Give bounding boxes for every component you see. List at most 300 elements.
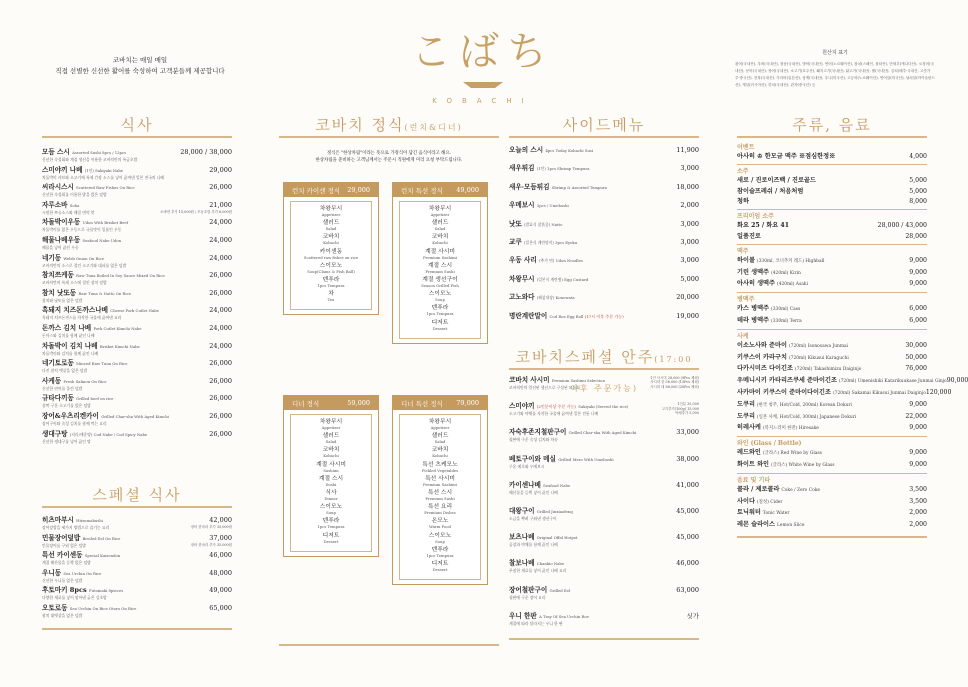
menu-item-english: Sukiyaki (Served the rice)	[578, 404, 629, 410]
course-item-english: Salad	[434, 439, 446, 445]
menu-item-price: 24,000	[209, 253, 232, 262]
menu-item-english: (추가 면) Udon Noodles	[539, 258, 583, 264]
course-item-english: Season Grilled Fish	[421, 282, 459, 288]
menu-item	[509, 402, 699, 428]
course-item-name: 디저트	[431, 560, 449, 567]
course-item	[400, 518, 480, 530]
drink-name-wrap	[737, 485, 820, 497]
menu-item-price-note: 사시미 대 88,000 (30Pcs 제외)	[650, 384, 699, 389]
course-item-name: 샐러드	[431, 433, 449, 440]
special-meal-list	[42, 516, 232, 622]
drink-price: 50,000	[905, 353, 927, 361]
course-item	[400, 206, 480, 218]
menu-item	[42, 306, 232, 324]
menu-item-english: Grilled Eel	[549, 587, 571, 593]
menu-item-desc: 신선한 숙성회와 계절 생선을 이용한 코바치만의 특급초밥	[42, 157, 138, 162]
divider	[737, 473, 927, 474]
drink-english: (330ml) Cass	[771, 307, 801, 313]
origin-title: 원산지 표기	[822, 50, 848, 56]
menu-item-name: 명란계란말이 Cod Roe Egg Roll (17시 이후 주문 가능)	[509, 311, 624, 320]
course-item-name: 계절 사시미	[425, 248, 455, 255]
drink-row	[737, 176, 927, 187]
drink-name: 청하	[737, 198, 749, 206]
drink-price: 6,000	[909, 305, 927, 313]
menu-item-row	[42, 218, 232, 232]
drink-price: 28,000	[905, 232, 927, 240]
menu-item-left	[509, 376, 605, 390]
menu-item	[42, 342, 232, 360]
course-item	[400, 263, 480, 275]
menu-item-right	[191, 534, 232, 547]
menu-item-desc: 신선한 생대구를 넣어 끓인 탕	[42, 438, 91, 444]
drink-name-wrap	[737, 316, 802, 328]
menu-item-row	[42, 377, 232, 391]
menu-item-row	[42, 604, 232, 618]
menu-item-english: Seafood Nabe Udon	[82, 237, 122, 243]
menu-item-name: 흑돼지 치즈돈까스나베 Cheese Pork Cutlet Nabe	[42, 306, 159, 315]
menu-item-desc: 흑돼지 치즈돈까스를 자작한 국물에 끓여낸 요리	[42, 315, 122, 321]
course-item	[400, 234, 480, 246]
course-item-english: Sashimi	[323, 467, 339, 473]
menu-item-row	[42, 551, 232, 565]
drink-name-wrap	[737, 508, 789, 520]
menu-item-price: 33,000	[676, 428, 699, 437]
drink-row	[737, 388, 952, 400]
menu-item	[42, 569, 232, 587]
menu-item	[42, 430, 232, 448]
menu-item-left	[42, 604, 136, 618]
menu-item-right	[676, 559, 699, 568]
menu-item-english: Futomaki 8pieces	[89, 588, 124, 594]
menu-item-tag: (2인분이상 주문 가능)	[536, 404, 576, 410]
drinks-list	[737, 144, 968, 532]
menu-item	[509, 559, 699, 585]
drink-price: 6,000	[909, 316, 927, 324]
course-item	[400, 249, 480, 261]
menu-item-row	[42, 586, 232, 600]
drink-english: (글라스) Red Wine by Glass	[762, 451, 822, 457]
drink-name: 이소노사와 준마이	[737, 341, 787, 349]
menu-item-row	[509, 275, 699, 284]
course-frame	[290, 414, 372, 552]
course-item-english: Tea	[327, 297, 335, 303]
course-item-name: 덴푸라	[322, 276, 340, 283]
course-item-english: Dessert	[323, 538, 339, 544]
course-box-lunch-special	[392, 182, 488, 344]
course-item-name: 특선 사시미	[425, 475, 455, 482]
course-item-english: Appetizer	[321, 212, 341, 217]
course-item-name: 코바치	[431, 234, 449, 241]
divider	[737, 209, 927, 210]
menu-item-price: 26,000	[209, 411, 232, 420]
menu-item-price: 5,000	[680, 274, 699, 283]
drink-name: 히레사케	[737, 424, 761, 432]
menu-item-english: Sea Urchin On Rice Otoro On Rice	[69, 605, 137, 611]
divider	[509, 638, 699, 640]
menu-item	[509, 220, 699, 238]
menu-item-english: Grilled Jinxiaofeng	[536, 508, 573, 514]
drink-row	[737, 279, 927, 291]
drink-name: 기린 생맥주	[737, 268, 770, 276]
drink-row	[737, 485, 927, 497]
drink-price: 90,000	[946, 377, 968, 385]
course-box-dinner-special	[392, 395, 488, 585]
menu-item-price: 26,000	[209, 288, 232, 297]
drink-name-wrap	[737, 400, 852, 412]
menu-item-left	[42, 306, 159, 320]
course-item	[400, 291, 480, 303]
menu-item-price: 29,000	[209, 165, 232, 174]
menu-item-name: 참치쯔케동 Raw Tuna Boiled In Soy Sauce Mixed On Rice	[42, 271, 165, 280]
menu-item-name: 스미야끼 (2인분이상 주문 가능) Sukiyaki (Served the rice)	[509, 402, 629, 411]
menu-item-right	[209, 569, 232, 578]
menu-item	[42, 201, 232, 219]
course-price: 59,000	[347, 399, 370, 407]
menu-item-right	[680, 220, 699, 229]
menu-item-right	[191, 516, 232, 529]
menu-item	[42, 516, 232, 534]
course-item-english: Appetizer	[430, 212, 450, 217]
side-section	[509, 112, 699, 330]
course-item-english: Soup(Clams & Fish Ball)	[307, 268, 355, 274]
menu-item-left	[42, 148, 137, 162]
course-price: 29,000	[347, 186, 370, 194]
drink-english: (720ml) Isonosawa Junmai	[788, 343, 849, 349]
course-item-name: 계절 스시	[427, 262, 453, 269]
course-title-sub: (런치&디너)	[404, 123, 463, 132]
drink-name-wrap	[737, 152, 835, 163]
menu-item-row	[509, 312, 699, 321]
special-dish-list	[509, 376, 699, 638]
menu-item-english: Scattered Raw Fishes On Rice	[76, 185, 135, 191]
course-item-name: 덴푸라	[431, 305, 449, 312]
menu-item-right	[209, 586, 232, 595]
menu-item-row	[509, 481, 699, 495]
drink-row	[737, 353, 927, 365]
special-dish-title-sub: (17:00 이후 주문가능)	[569, 355, 693, 393]
drink-price: 5,000	[909, 176, 927, 184]
menu-item-price: 3,000	[680, 164, 699, 173]
menu-item-english: (일본식 계란말이) 3pcs Eyoku	[524, 239, 578, 245]
course-price: 49,000	[456, 186, 479, 194]
menu-item-name: 새우·모듬튀김 Shrimp & Assorted Tempura	[509, 182, 607, 191]
course-item	[291, 433, 371, 445]
menu-item-desc: 해물을 넣어 끓인 우동	[42, 244, 79, 250]
drink-english: (칠성) Cider	[756, 499, 783, 505]
menu-item	[42, 254, 232, 272]
menu-item-name: 후토마키 8pcs Futomaki 8pieces	[42, 586, 124, 595]
menu-item-english: Grilled beef on rice	[76, 396, 114, 402]
menu-item-right	[676, 481, 699, 490]
course-item-english: 1pcs Tempura	[426, 552, 454, 558]
course-item	[291, 291, 371, 303]
menu-item-right	[680, 164, 699, 173]
course-item	[291, 206, 371, 218]
menu-item	[509, 312, 699, 330]
menu-item-price-note: 1인분 35,000	[677, 402, 699, 407]
menu-item-english: (발효식 찰흙콩) Natto	[524, 221, 563, 227]
drink-price: 3,500	[909, 485, 927, 493]
menu-item-right	[209, 551, 232, 560]
drink-name: 우메니시키 카타리즈쿠세 준마이긴조	[737, 377, 837, 385]
menu-item-right	[209, 377, 232, 386]
menu-item-desc: 다양한 재료를 넣어 말아낸 굵은 김초밥	[42, 595, 107, 601]
menu-item-name: 사케동 Fresh Salmon On Rice	[42, 376, 107, 385]
drink-english: (복지느러미 한잔) Hiresake	[762, 426, 819, 432]
drink-name-wrap	[737, 221, 789, 232]
drink-price: 9,000	[909, 424, 927, 432]
menu-item-left	[509, 164, 590, 173]
menu-item-left	[42, 236, 121, 250]
menu-item-price: 18,000	[676, 182, 699, 191]
menu-item-name: 규타다끼동 Grilled beef on rice	[42, 394, 114, 403]
menu-item-english: Original Offal Hotpot	[536, 535, 578, 541]
menu-item-english: Cheese Pork Cutlet Nabe	[110, 308, 159, 314]
course-item	[400, 447, 480, 459]
course-item-english: Salad	[325, 439, 337, 445]
menu-item-desc: 다진 참치 뱃살을 얹은 덮밥	[42, 368, 88, 374]
menu-item-desc: 코바치만의 소스로 절인 소고기와 대파를 얹은 덮밥	[42, 262, 127, 268]
menu-item-english: Grilled Char-sha With Aged Kimchi	[568, 430, 637, 436]
menu-item-desc: 참치와 낫또를 얹은 덮밥	[42, 297, 83, 303]
menu-item-left	[509, 507, 573, 521]
course-header	[393, 396, 487, 410]
menu-item-name: 보츠나베 Original Offal Hotpot	[509, 533, 578, 542]
course-header	[393, 183, 487, 197]
menu-item-row	[509, 507, 699, 521]
menu-item-row	[42, 254, 232, 268]
menu-item-price: 46,000	[676, 559, 699, 568]
menu-item-english: Premium Sashimi Selection	[551, 378, 605, 383]
menu-item-price: 26,000	[209, 429, 232, 438]
drink-english: (720ml) Umenishiki Katarikuukase Junmai Ginjo	[838, 379, 947, 385]
menu-item-price: 26,000	[209, 271, 232, 280]
menu-item-name: 생대구탕 (지리/매운탕) Cod Nabe / Cod Spicy Nabe	[42, 429, 148, 438]
menu-item-price: 24,000	[209, 323, 232, 332]
menu-item-left	[42, 569, 101, 583]
menu-item-row	[42, 342, 232, 356]
drink-name: 사카마이 키쿠스이 준마이다이긴조	[737, 388, 831, 396]
meal-list	[42, 148, 232, 447]
menu-item	[509, 507, 699, 533]
origin-notice	[735, 50, 935, 89]
menu-item-price-note: 야채추가 5,000	[675, 411, 699, 415]
drink-row	[737, 508, 927, 520]
course-item	[291, 447, 371, 459]
menu-item	[42, 166, 232, 184]
course-item-name: 특선 츠케모노	[422, 461, 458, 468]
meal-title: 식사	[42, 112, 232, 138]
drink-price: 9,000	[909, 449, 927, 457]
drink-row	[737, 221, 927, 232]
drink-price: 76,000	[905, 365, 927, 373]
drink-row	[737, 448, 927, 460]
menu-item-price: 45,000	[676, 533, 699, 542]
course-item	[291, 263, 371, 275]
menu-item-name: 장어철판구이 Grilled Eel	[509, 585, 571, 594]
menu-item-english: Special Kaisendon	[84, 553, 121, 559]
menu-item	[509, 533, 699, 559]
drink-name: 키쿠스이 카라구치	[737, 353, 787, 361]
menu-item-price: 63,000	[676, 585, 699, 594]
menu-item-left	[42, 183, 135, 197]
course-item	[400, 462, 480, 474]
menu-item-desc: 구운 메로와 우메보시	[509, 463, 545, 469]
drink-name-wrap	[737, 232, 761, 243]
course-item	[400, 504, 480, 516]
menu-item-row	[42, 359, 232, 373]
drink-name-wrap	[737, 364, 861, 376]
course-item-english: Warm Food	[429, 524, 451, 530]
drink-english: (330ml, 코너추커 레드) Highball	[756, 258, 825, 264]
menu-item-row	[42, 569, 232, 583]
menu-item-desc: 계절 해산물을 듬뿍 얹은 덮밥	[42, 560, 91, 566]
drink-name-wrap	[737, 268, 801, 280]
drink-name: 일품진로	[737, 232, 761, 240]
menu-item-left	[509, 559, 566, 573]
course-title-main: 코바치 정식	[315, 116, 405, 134]
menu-item-desc: 차돌박이를 얹은 우동으로 국물맛이 일품인 우동	[42, 227, 122, 233]
menu-item-name: 차돌박이우동 Udon With Brisket Beef	[42, 218, 129, 227]
menu-item	[42, 289, 232, 307]
menu-item-row	[42, 236, 232, 250]
course-item-english: Dinner	[324, 495, 338, 501]
drink-row	[737, 187, 927, 198]
menu-item-desc: 시원한 쯔유소스와 메밀 면의 맛	[42, 209, 95, 215]
menu-item-right	[209, 604, 232, 613]
menu-item-row	[42, 412, 232, 426]
menu-item	[509, 275, 699, 293]
menu-item-price-note: 장어 한마리 추가 35,000원	[190, 542, 232, 547]
course-item-english: Kobachi	[323, 453, 339, 459]
course-item-name: 특선 요리	[427, 504, 453, 511]
menu-item	[42, 377, 232, 395]
course-item-name: 코바치	[322, 447, 340, 454]
course-frame	[290, 201, 372, 310]
drink-price: 9,000	[909, 268, 927, 276]
drink-english: (720ml) Takashimizu Daiginjo	[794, 367, 862, 373]
menu-item	[509, 256, 699, 274]
drink-price: 9,000	[909, 460, 927, 468]
menu-item-left	[509, 256, 583, 265]
menu-item-name: 우니동 Sea Urchin On Rice	[42, 568, 102, 577]
menu-item-left	[509, 481, 570, 495]
menu-item-price: 26,000	[209, 183, 232, 192]
drink-row	[737, 364, 927, 376]
divider	[737, 536, 927, 538]
course-item	[291, 234, 371, 246]
menu-item-desc: 코바치만의 엄선된 생선으로 구성된 모둠회	[509, 385, 580, 390]
course-item-english: Salad	[325, 226, 337, 232]
course-item	[400, 419, 480, 431]
menu-item-right	[209, 289, 232, 298]
menu-item-english: Grilled Char-sha With Aged Kimchi	[101, 413, 169, 419]
menu-item	[509, 146, 699, 164]
menu-item-price: 45,000	[676, 506, 699, 515]
drink-category: 와인 (Glass / Bottle)	[737, 440, 802, 448]
divider	[737, 329, 927, 330]
course-item-name: 차왕무시	[319, 419, 343, 425]
menu-item-left	[509, 201, 569, 210]
drink-name-wrap	[737, 497, 782, 509]
drink-price: 5,000	[909, 187, 927, 195]
intro-line-1: 코바치는 매일 매일	[112, 56, 168, 64]
menu-item-price: 19,000	[676, 311, 699, 320]
menu-item-price-note: 1인 사시미 28,000 (9Pcs 제외)	[650, 376, 699, 380]
menu-item-name: 돈까스 김치 나베 Pork Cutlet Kimchi Nabe	[42, 323, 142, 332]
course-item	[291, 220, 371, 232]
menu-item-left	[509, 428, 636, 442]
drink-row	[737, 400, 927, 412]
menu-item-price-note: 고기추가(100g) 15,000	[661, 406, 699, 411]
menu-item-left	[42, 201, 95, 215]
menu-item-price: 37,000	[209, 533, 232, 542]
menu-item-desc: 장어구이와 숙성 김치를 함께 먹는 요리	[42, 420, 107, 426]
divider	[737, 164, 927, 165]
menu-item-desc: 신선한 숙성회를 이용한 밥을 얹은 덮밥	[42, 192, 107, 198]
menu-item-row	[509, 164, 699, 173]
course-frame	[399, 414, 481, 580]
side-title: 사이드메뉴	[509, 112, 699, 138]
course-item	[291, 419, 371, 431]
menu-item-left	[42, 289, 131, 303]
menu-item-right	[680, 275, 699, 284]
course-intro	[289, 150, 489, 164]
course-section	[279, 112, 499, 172]
menu-item-row	[42, 166, 232, 180]
drink-row	[737, 197, 927, 208]
menu-item-name: 차돌박이 김치 나베 Brisket Kimchi Nabe	[42, 341, 140, 350]
drink-name: 테라 병맥주	[737, 316, 770, 324]
menu-item-name: 참치 낫또동 Raw Tuna & Natto On Rice	[42, 288, 131, 297]
menu-item-name: 스미야끼 나베 (1인) Sukiyaki Nabe	[42, 165, 124, 174]
menu-item-left	[509, 293, 575, 302]
menu-item	[42, 394, 232, 412]
menu-item-row	[42, 271, 232, 285]
course-item	[400, 490, 480, 502]
course-name: 런치 카이센 정식	[292, 186, 341, 195]
menu-item-row	[42, 516, 232, 530]
menu-item-english: Assorted Sushi 8pcs / 12pcs	[72, 150, 127, 155]
menu-item-left	[42, 324, 141, 338]
course-item	[291, 490, 371, 502]
menu-item-left	[509, 146, 593, 155]
menu-item-right	[676, 183, 699, 192]
course-item-english: Sushi	[325, 481, 337, 487]
course-name: 런치 특선 정식	[401, 186, 443, 195]
drink-price: 8,000	[909, 198, 927, 206]
menu-item-left	[509, 586, 570, 600]
menu-item-desc: 장어덮밥을 세가지 방법으로 즐기는 요리	[42, 525, 110, 530]
menu-item-desc: 참치 대뱃살을 얹은 덮밥	[42, 612, 83, 618]
course-item	[291, 533, 371, 545]
menu-item-right	[680, 201, 699, 210]
drink-row	[737, 268, 927, 280]
menu-item-english: (해삼내장) Konowata	[536, 295, 575, 301]
drink-price: 22,000	[905, 412, 927, 420]
drink-name: 레드와인	[737, 449, 761, 457]
course-item	[291, 504, 371, 516]
menu-item-right	[209, 254, 232, 263]
menu-item	[509, 293, 699, 311]
menu-item-row	[509, 533, 699, 547]
menu-item-price-note: 소바면 추가 15,000원 / 모듬초밥 추가 6,000원	[160, 209, 232, 214]
menu-item-row	[509, 201, 699, 210]
divider	[279, 644, 499, 646]
drink-category: 병맥주	[737, 296, 755, 304]
course-box-dinner	[283, 395, 379, 557]
course-item-name: 차왕무시	[428, 419, 452, 425]
